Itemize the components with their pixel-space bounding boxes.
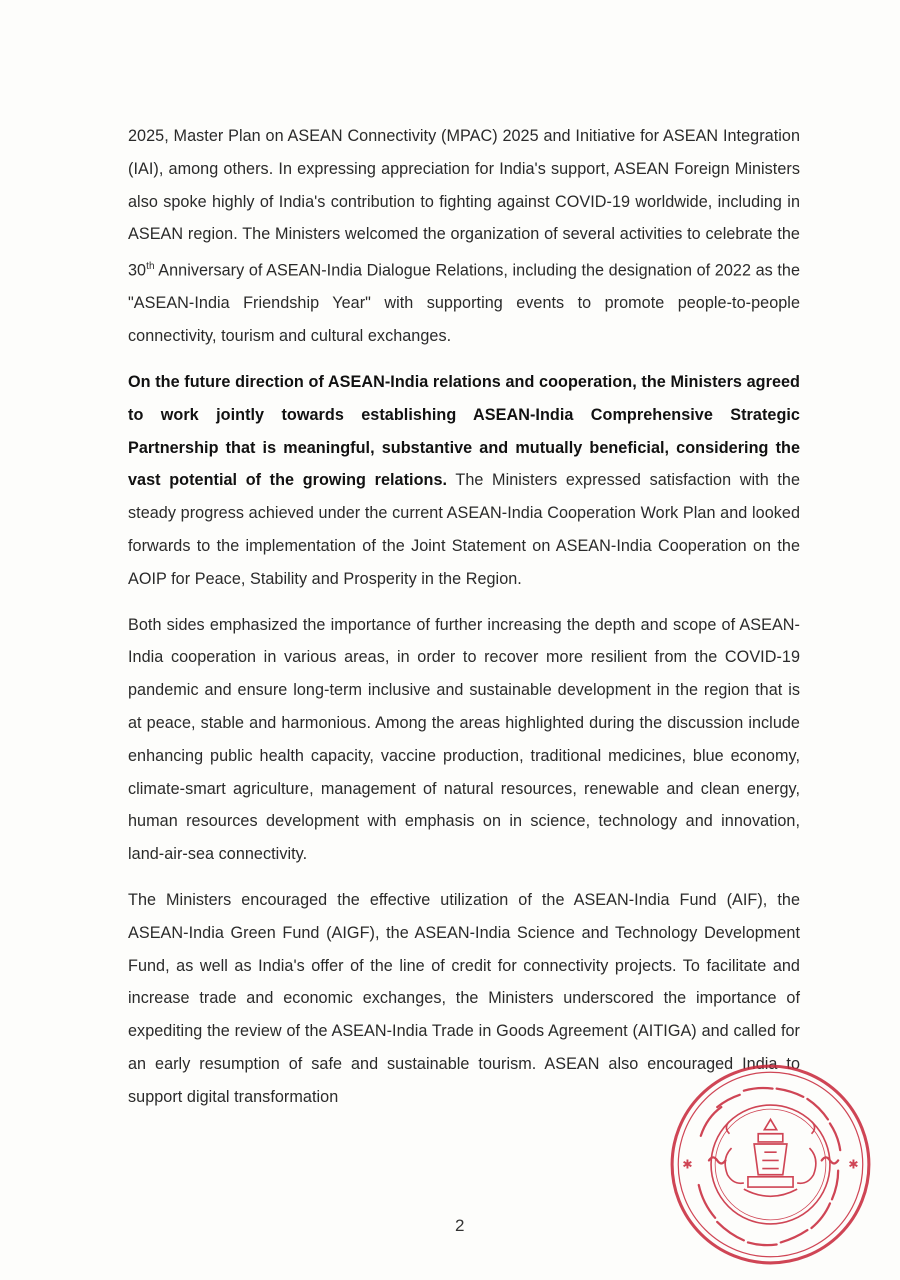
paragraph-4: The Ministers encouraged the effective utilization of the ASEAN-India Fund (AIF), the ASEAN-India Green Fund (AIGF), the ASEAN-India Science and Technology Development Fund, as well as India's offer of the line of credit for connectivity projects. To facilitate and increase trade and economic exchanges, the Ministers underscored the importance of expediting the review of the ASEAN-India Trade in Goods Agreement (AITIGA) and called for an early resumption of safe and sustainable tourism. ASEAN also encouraged India to support digital transformation [128,890,800,1106]
paragraph-1: 2025, Master Plan on ASEAN Connectivity (MPAC) 2025 and Initiative for ASEAN Integration (IAI), among others. In expressing appreciation for India's support, ASEAN Foreign Ministers also spoke highly of India's contribution to fighting against COVID-19 worldwide, including in ASEAN region. The Ministers welcomed the organization of several activities to celebrate the 30th Anniversary of ASEAN-India Dialogue Relations, including the designation of 2022 as the "ASEAN-India Friendship Year" with supporting events to promote people-to-people connectivity, tourism and cultural exchanges. [128,127,800,346]
page-number: 2 [455,1216,465,1235]
paragraph-3: Both sides emphasized the importance of further increasing the depth and scope of ASEAN-India cooperation in various areas, in order to recover more resilient from the COVID-19 pandemic and ensure long-term inclusive and sustainable development in the region that is at peace, stable and harmonious. Among the areas highlighted during the discussion include enhancing public health capacity, vaccine production, traditional medicines, blue economy, climate-smart agriculture, management of natural resources, renewable and clean energy, human resources development with emphasis on in science, technology and innovation, land-air-sea connectivity. [128,615,800,864]
paragraph-2: On the future direction of ASEAN-India relations and cooperation, the Ministers agreed to work jointly towards establishing ASEAN-India Comprehensive Strategic Partnership that is meaningful, substantive and mutually beneficial, considering the vast potential of the growing relations. The Ministers expressed satisfaction with the steady progress achieved under the current ASEAN-India Cooperation Work Plan and looked forwards to the implementation of the Joint Statement on ASEAN-India Cooperation on the AOIP for Peace, Stability and Prosperity in the Region. [128,372,800,588]
svg-text:✱: ✱ [682,1157,693,1172]
official-seal-icon [668,1062,873,1267]
document-body [128,120,800,1127]
svg-text:✱: ✱ [848,1157,859,1172]
paragraph-2-emphasis: On the future direction of ASEAN-India relations and cooperation, the Ministers agreed to work jointly towards establishing ASEAN-India Comprehensive Strategic Partnership that is meaningful, substantive and mutually beneficial, considering the vast potential of the growing relations. [128,372,800,490]
